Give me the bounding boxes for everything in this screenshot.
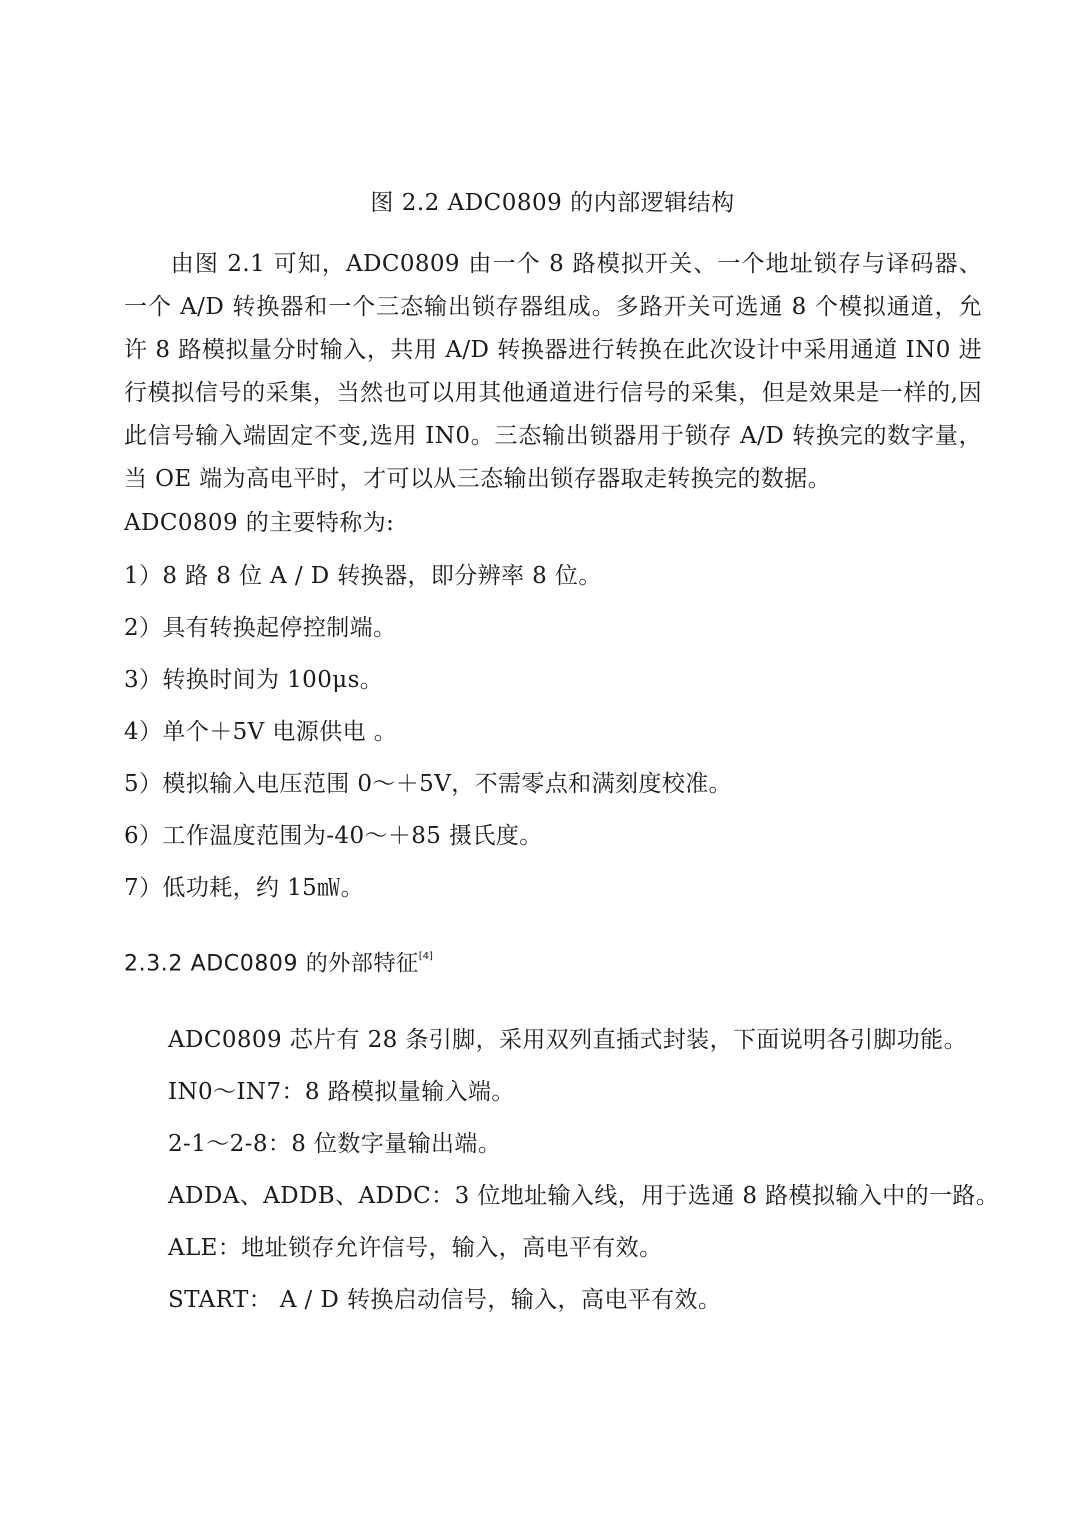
features-title: ADC0809 的主要特称为: <box>124 510 395 536</box>
pin-item: IN0～IN7：8 路模拟量输入端。 <box>168 1079 515 1105</box>
feature-item: 3）转换时间为 100μs。 <box>124 667 384 693</box>
pin-item: ALE：地址锁存允许信号，输入，高电平有效。 <box>168 1235 663 1261</box>
figure-caption: 图 2.2 ADC0809 的内部逻辑结构 <box>370 190 735 216</box>
feature-item: 1）8 路 8 位 A / D 转换器，即分辨率 8 位。 <box>124 563 602 589</box>
citation-ref: [4] <box>418 951 433 962</box>
pin-item: ADDA、ADDB、ADDC：3 位地址输入线，用于选通 8 路模拟输入中的一路。 <box>168 1183 1000 1209</box>
feature-item: 6）工作温度范围为-40～＋85 摄氏度。 <box>124 823 543 849</box>
feature-item: 5）模拟输入电压范围 0～＋5V，不需零点和满刻度校准。 <box>124 771 733 797</box>
pin-intro: ADC0809 芯片有 28 条引脚，采用双列直插式封装，下面说明各引脚功能。 <box>168 1027 967 1053</box>
pin-item: START： A / D 转换启动信号，输入，高电平有效。 <box>168 1287 722 1313</box>
intro-paragraph-text: 由图 2.1 可知，ADC0809 由一个 8 路模拟开关、一个地址锁存与译码器、一个 A/D 转换器和一个三态输出锁存器组成。多路开关可选通 8 个模拟通道，允许 8 路模拟量分时输入，共用 A/D 转换器进行转换在此次设计中采用通道 IN0 进行模拟信号的采集，当然也可以用其他通道进行信号的采集，但是效果是一样的,因此信号输入端固定不变,选用 IN0。三态输出锁器用于锁存 A/D 转换完的数字量，当 OE 端为高电平时，才可以从三态输出锁存器取走转换完的数据。 <box>124 251 982 492</box>
feature-item: 2）具有转换起停控制端。 <box>124 615 397 641</box>
section-heading <box>124 944 433 980</box>
feature-item: 4）单个＋5V 电源供电 。 <box>124 719 398 745</box>
section-heading-text: 2.3.2 ADC0809 的外部特征 <box>124 951 419 977</box>
feature-item: 7）低功耗，约 15㎽。 <box>124 875 365 901</box>
intro-paragraph <box>124 243 982 501</box>
pin-item: 2-1～2-8：8 位数字量输出端。 <box>168 1131 502 1157</box>
